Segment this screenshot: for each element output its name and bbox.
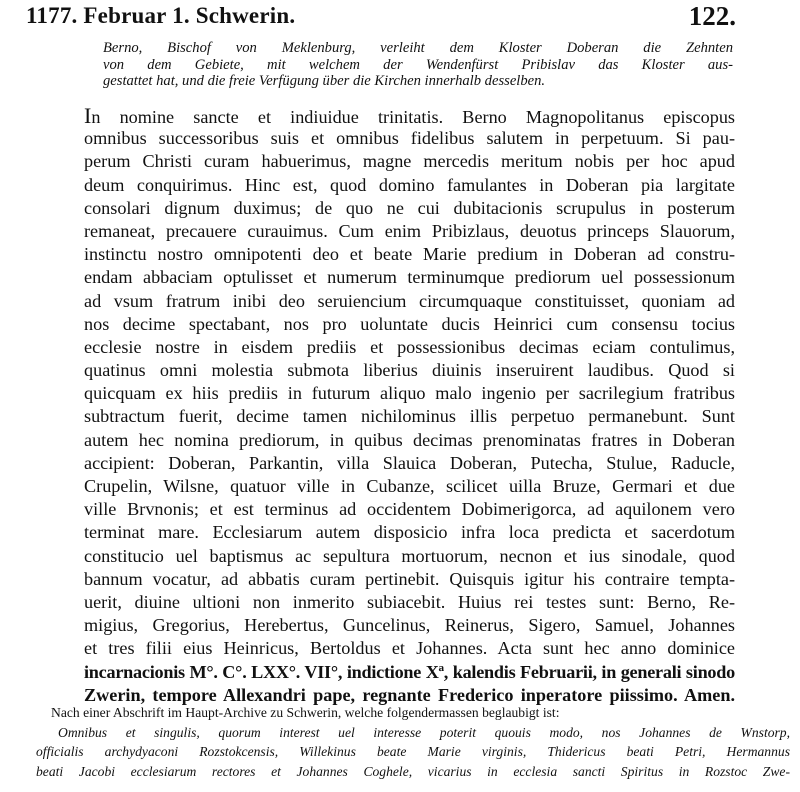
charter-line: terminat mare. Ecclesiarum autem disposicio infra loca predicta et sacerdotum bbox=[84, 522, 735, 543]
charter-text bbox=[84, 104, 735, 707]
charter-line: quicquam ex hiis prediis in futurum aliquo malo ingenio per sacrilegium fratribus bbox=[84, 383, 735, 404]
regest-line: gestattet hat, und die freie Verfügung über die Kirchen innerhalb desselben. bbox=[103, 73, 546, 89]
charter-line: perum Christi curam habuerimus, magne mercedis meritum nobis per hoc apud bbox=[84, 151, 735, 172]
charter-line: nos decime spectabant, nos pro uoluntate ducis Heinrici cum consensu tocius bbox=[84, 313, 735, 334]
charter-line bbox=[84, 104, 735, 127]
charter-line: autem hec nomina prediorum, in quibus decimas prenominatas fratres in Doberan bbox=[84, 429, 735, 450]
charter-line: bannum vocatur, ad abbatis curam pertinebit. Quisquis igitur his contraire tempta- bbox=[84, 568, 735, 589]
initial-letter: I bbox=[84, 104, 92, 128]
charter-line: Crupelin, Wilsne, quatuor ville in Cubanze, scilicet uilla Bruze, Germari et due bbox=[84, 476, 735, 496]
charter-line: subtractum fuerit, decime tamen nichilominus illis perpetuo permanebunt. Sunt bbox=[84, 406, 735, 427]
charter-line: constitucio uel baptismus ac sepultura mortuorum, necnon et ius sinodale, quod bbox=[84, 545, 735, 566]
footnote-intro: Nach einer Abschrift im Haupt-Archive zu Schwerin, welche folgendermassen beglaubigt ist: bbox=[51, 705, 560, 720]
charter-line: accipient: Doberan, Parkantin, villa Slauica Doberan, Putecha, Stulue, Raducle, bbox=[84, 452, 735, 473]
charter-line: instinctu nostro omnipotenti deo et beate Marie predium in Doberan ad constru- bbox=[84, 244, 735, 265]
charter-line: incarnacionis M°. C°. LXX°. VII°, indictione Xª, kalendis Februarii, in generali sinodo bbox=[84, 661, 735, 682]
charter-line: migius, Gregorius, Herebertus, Guncelinus, Reinerus, Sigero, Samuel, Johannes bbox=[84, 615, 735, 636]
date-place-heading: 1177. Februar 1. Schwerin. bbox=[26, 3, 296, 28]
regest-line: Berno, Bischof von Meklenburg, verleiht dem Kloster Doberan die Zehnten bbox=[103, 40, 733, 56]
document-number: 122. bbox=[688, 1, 736, 31]
charter-line: quatinus omni molestia submota liberius diuinis inseruirent laudibus. Quod si bbox=[84, 360, 735, 381]
charter-line: omnibus successoribus suis et omnibus fidelibus salutem in perpetuum. Si pau- bbox=[84, 128, 735, 149]
charter-line: remaneat, precauere curauimus. Cum enim Pribizlaus, deuotus princeps Slauorum, bbox=[84, 220, 735, 241]
charter-line: endam abbaciam optulisset et numerum terminumque prediorum uel possessionum bbox=[84, 267, 735, 288]
charter-line: et tres filii eius Heinricus, Bertoldus et Johannes. Acta sunt hec anno dominice bbox=[84, 638, 735, 659]
page-header bbox=[26, 3, 736, 33]
charter-line: deum conquirimus. Hinc est, quod domino famulantes in Doberan pia largitate bbox=[84, 174, 735, 195]
charter-line: ville Brvnonis; et est terminus ad occidentem Dobimerigorca, ad aquilonem vero bbox=[84, 499, 735, 520]
regest-summary bbox=[103, 40, 733, 90]
charter-line: uerit, diuine ultioni non inmerito subiacebit. Huius rei testes sunt: Berno, Re- bbox=[84, 591, 735, 612]
charter-line: ecclesie nostre in eisdem prediis et possessionibus decimas eciam contulimus, bbox=[84, 336, 735, 357]
charter-line: Zwerin, tempore Allexandri pape, regnante Frederico inperatore piissimo. Amen. bbox=[84, 684, 735, 705]
regest-line: von dem Gebiete, mit welchem der Wendenfürst Pribislav das Kloster aus- bbox=[103, 56, 733, 73]
footnote-line: beati Jacobi ecclesiarum rectores et Johannes Coghele, vicarius in ecclesia sancti Spiritus in Rozstoc Zwe- bbox=[36, 763, 790, 779]
footnote-line: Omnibus et singulis, quorum interest uel interesse poterit quouis modo, nos Johannes de Wnstorp, bbox=[58, 724, 790, 740]
source-footnote bbox=[36, 703, 790, 781]
charter-line: ad vsum fratrum inibi deo seruiencium circumquaque constituisset, quoniam ad bbox=[84, 290, 735, 311]
footnote-line: officialis archydyaconi Rozstokcensis, Willekinus beate Marie virginis, Thidericus beati Petri, Hermannus bbox=[36, 744, 790, 759]
charter-line: consolari dignum duximus; de quo ne cui dubitacionis scrupulus in posterum bbox=[84, 197, 735, 218]
charter-line-text: n nomine sancte et indiuidue trinitatis. Berno Magnopolitanus episcopus bbox=[91, 107, 735, 127]
